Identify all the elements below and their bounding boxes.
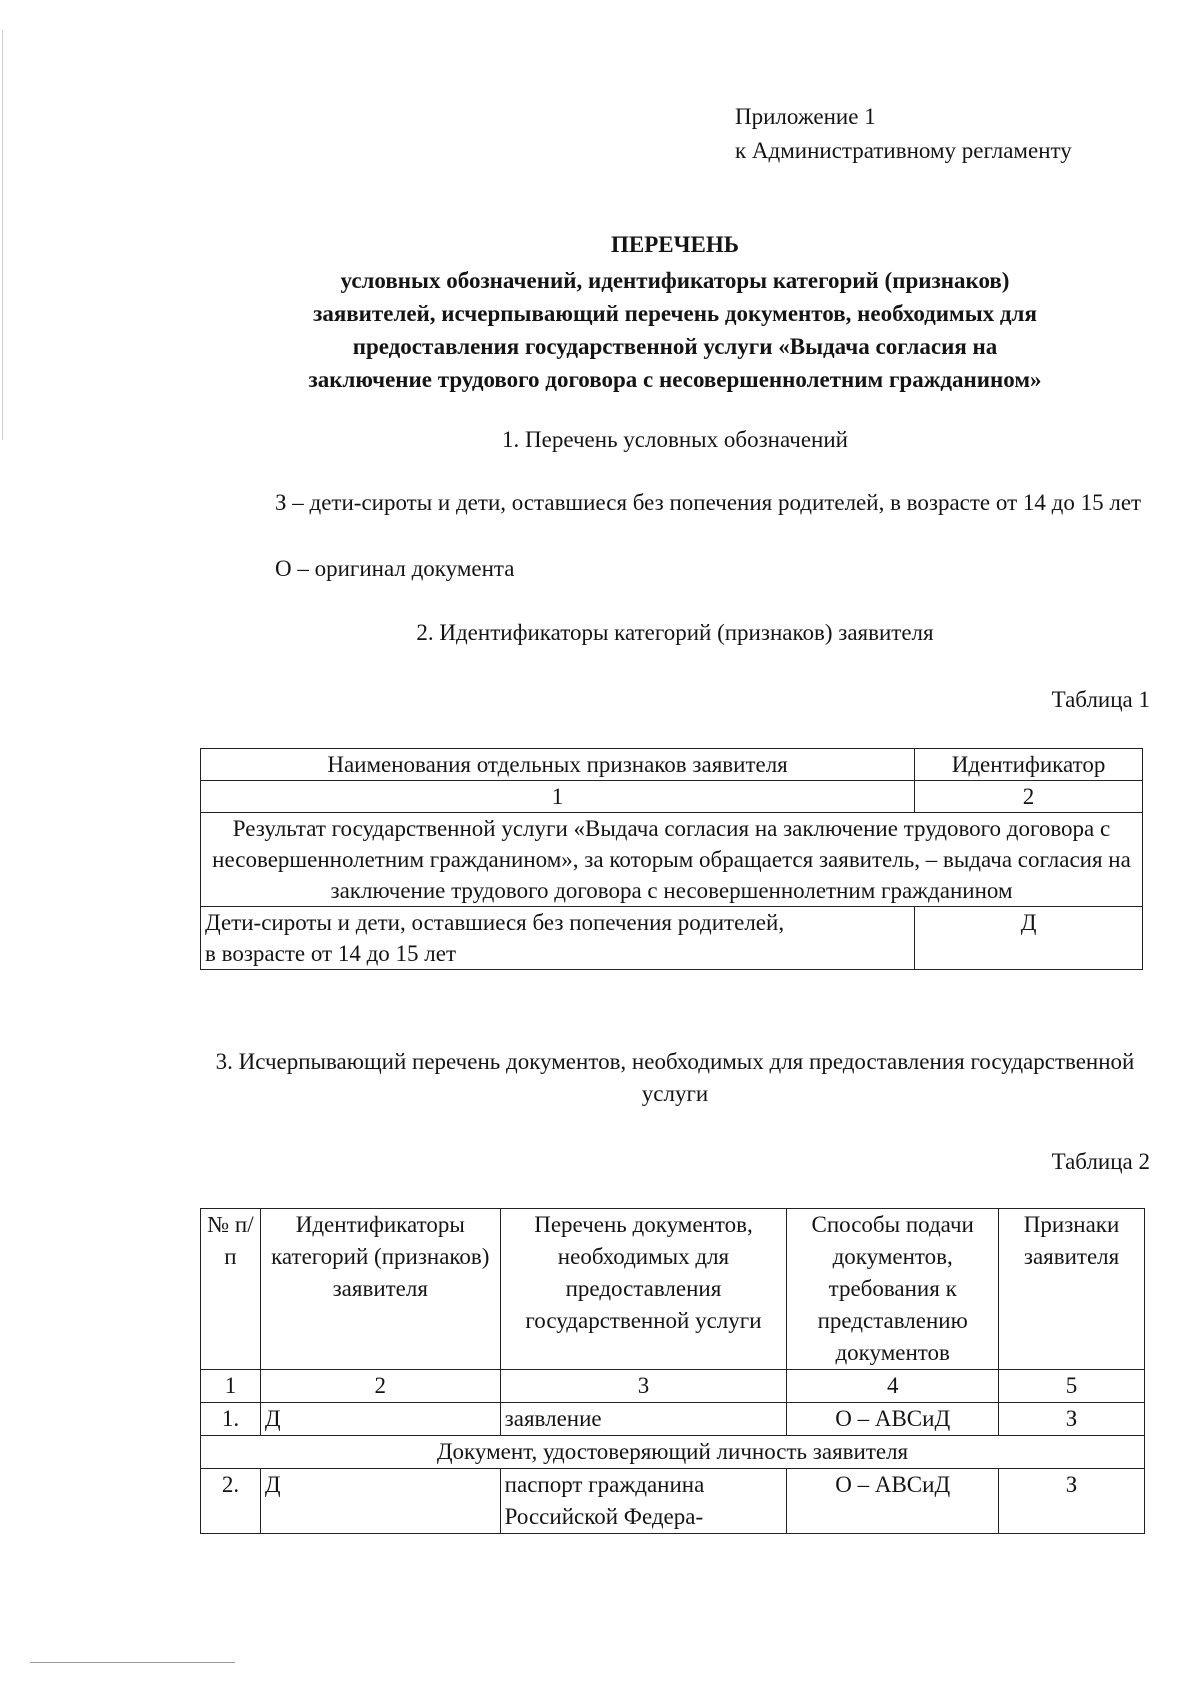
- identifier-cell: Д: [915, 907, 1143, 970]
- table-row: [201, 907, 1143, 970]
- document-title: ПЕРЕЧЕНЬ: [611, 232, 739, 257]
- document-cell: паспорт гражданина Российской Федера-: [500, 1469, 787, 1534]
- table-row: [201, 1469, 1145, 1534]
- submission-method-cell: О – АВСиД: [787, 1469, 999, 1534]
- table-row: [201, 813, 1143, 907]
- table-header-cell: Наименования отдельных признаков заявителя: [201, 749, 915, 781]
- table-header-cell: Идентификатор: [915, 749, 1143, 781]
- category-cell: Д: [260, 1403, 500, 1436]
- legend-z: З – дети-сироты и дети, оставшиеся без попечения родителей, в возрасте от 14 до 15 лет: [275, 490, 1142, 515]
- document-subtitle-line: заявителей, исчерпывающий перечень документов, необходимых для: [313, 301, 1037, 326]
- document-subtitle-line: заключение трудового договора с несовершеннолетним гражданином»: [308, 367, 1042, 392]
- table-row: [201, 1403, 1145, 1436]
- document-cell: заявление: [500, 1403, 787, 1436]
- applicant-category-cell: Дети-сироты и дети, оставшиеся без попечения родителей, в возрасте от 14 до 15 лет: [201, 907, 915, 970]
- legend-o: О – оригинал документа: [275, 556, 515, 581]
- table-header-cell: Признаки заявителя: [999, 1209, 1145, 1370]
- table-column-number: 2: [915, 781, 1143, 813]
- table-row: [201, 749, 1143, 781]
- category-cell: Д: [260, 1469, 500, 1534]
- table-column-number: 3: [500, 1370, 787, 1403]
- table-header-cell: Способы подачи документов, требования к представлению документов: [787, 1209, 999, 1370]
- table-2-caption: Таблица 2: [1051, 1149, 1150, 1174]
- table-header-row: [201, 1209, 1145, 1370]
- section-1-heading: 1. Перечень условных обозначений: [502, 427, 848, 452]
- appendix-line-2: к Административному регламенту: [735, 138, 1072, 163]
- table-header-cell: Идентификаторы категорий (признаков) заявителя: [260, 1209, 500, 1370]
- table-header-cell: № п/п: [201, 1209, 261, 1370]
- table-row: [201, 1436, 1145, 1469]
- row-number-cell: 2.: [201, 1469, 261, 1534]
- section-3-heading: 3. Исчерпывающий перечень документов, необходимых для предоставления государственной услуги: [215, 1049, 1135, 1106]
- table-column-number: 1: [201, 781, 915, 813]
- appendix-line-1: Приложение 1: [735, 104, 876, 129]
- table-row: [201, 781, 1143, 813]
- document-subtitle-line: условных обозначений, идентификаторы категорий (признаков): [340, 268, 1010, 293]
- document-title-block: [195, 228, 1155, 396]
- table-column-number: 5: [999, 1370, 1145, 1403]
- section-2-heading: 2. Идентификаторы категорий (признаков) заявителя: [416, 620, 934, 645]
- table-1-caption: Таблица 1: [1051, 687, 1150, 712]
- appendix-reference: [735, 100, 1175, 168]
- table-2: [200, 1208, 1145, 1534]
- row-number-cell: 1.: [201, 1403, 261, 1436]
- applicant-sign-cell: З: [999, 1469, 1145, 1534]
- table-section-row: Документ, удостоверяющий личность заявителя: [201, 1436, 1145, 1469]
- table-column-number: 1: [201, 1370, 261, 1403]
- submission-method-cell: О – АВСиД: [787, 1403, 999, 1436]
- table-header-cell: Перечень документов, необходимых для предоставления государственной услуги: [500, 1209, 787, 1370]
- table-column-number: 4: [787, 1370, 999, 1403]
- table-row: [201, 1370, 1145, 1403]
- document-subtitle-line: предоставления государственной услуги «Выдача согласия на: [352, 334, 998, 359]
- table-1: [200, 748, 1143, 970]
- result-row-cell: Результат государственной услуги «Выдача согласия на заключение трудового договора с несовершеннолетним гражданином», за которым обращается заявитель, – выдача согласия на заключение трудового договора с несовершеннолетним гражданином: [201, 813, 1143, 907]
- footer-rule: [30, 1662, 235, 1663]
- scan-edge-line: [2, 30, 3, 440]
- applicant-sign-cell: З: [999, 1403, 1145, 1436]
- table-column-number: 2: [260, 1370, 500, 1403]
